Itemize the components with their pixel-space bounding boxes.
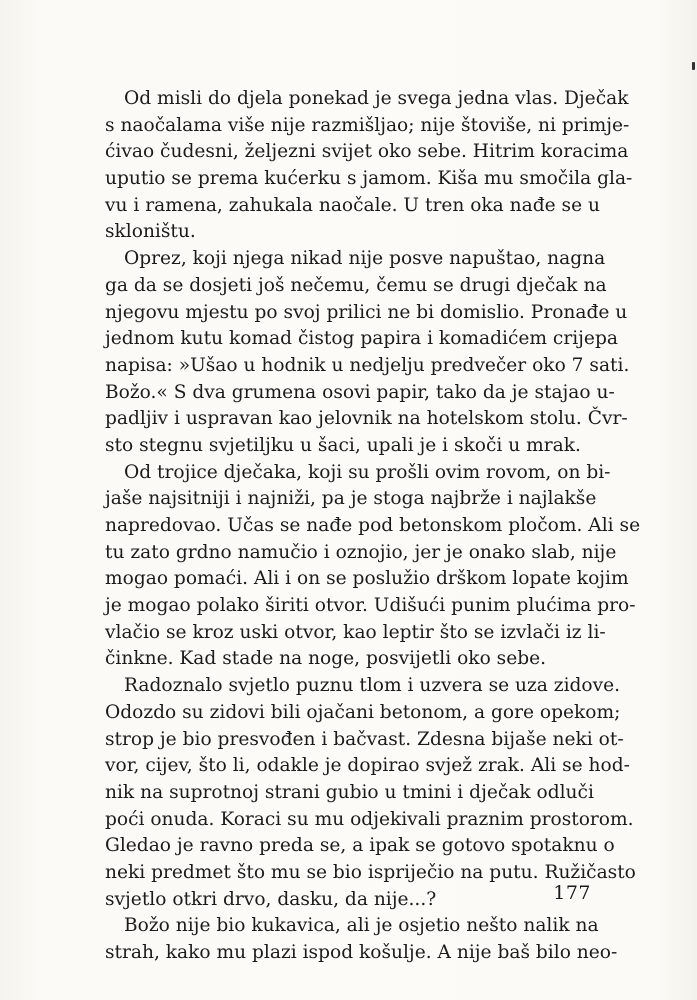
- text-line: je mogao polako širiti otvor. Udišući punim plućima pro-: [105, 595, 636, 617]
- text-line: mogao pomaći. Ali i on se poslužio drškom lopate kojim: [105, 568, 629, 590]
- text-line: strop je bio presvođen i bačvast. Zdesna bijaše neki ot-: [105, 728, 624, 750]
- text-line: napredovao. Učas se nađe pod betonskom pločom. Ali se: [105, 515, 641, 536]
- text-line: uputio se prema kućerku s jamom. Kiša mu smočila gla-: [105, 168, 633, 190]
- text-line: jaše najsitniji i najniži, pa je stoga najbrže i najlakše: [105, 488, 597, 510]
- text-line: jednom kutu komad čistog papira i komadićem crijepa: [105, 328, 618, 350]
- page-edge-mark: [692, 62, 695, 70]
- text-line: Oprez, koji njega nikad nije posve napuštao, nagna: [124, 248, 606, 270]
- text-line: padljiv i uspravan kao jelovnik na hotelskom stolu. Čvr-: [105, 408, 628, 430]
- text-line: njegovu mjestu po svoj prilici ne bi domislio. Pronađe u: [105, 301, 628, 323]
- text-line: Božo.« S dva grumena osovi papir, tako da je stajao u-: [105, 381, 615, 403]
- text-line: Od trojice dječaka, koji su prošli ovim rovom, on bi-: [124, 461, 611, 483]
- text-line: neki predmet što mu se bio ispriječio na putu. Ružičasto: [105, 861, 636, 883]
- body-text: [105, 86, 641, 967]
- text-line: napisa: »Ušao u hodnik u nedjelju predvečer oko 7 sati.: [105, 354, 630, 376]
- page-number: 177: [553, 882, 591, 904]
- text-line: Odozdo su zidovi bili ojačani betonom, a gore opekom;: [105, 701, 621, 723]
- text-line: Božo nije bio kukavica, ali je osjetio nešto nalik na: [124, 915, 599, 937]
- text-line: sto stegnu svjetiljku u šaci, upali je i skoči u mrak.: [105, 434, 581, 456]
- text-line: Od misli do djela ponekad je svega jedna vlas. Dječak: [124, 88, 629, 109]
- text-line: svjetlo otkri drvo, dasku, da nije...?: [105, 888, 437, 910]
- text-line: ga da se dosjeti još nečemu, čemu se drugi dječak na: [105, 274, 607, 296]
- text-line: vlačio se kroz uski otvor, kao leptir što se izvlači iz li-: [105, 621, 606, 643]
- text-line: tu zato grdno namučio i oznojio, jer je onako slab, nije: [105, 541, 617, 563]
- text-line: skloništu.: [105, 221, 196, 243]
- text-line: vu i ramena, zahukala naočale. U tren oka nađe se u: [105, 194, 600, 216]
- text-line: nik na suprotnoj strani gubio u tmini i dječak odluči: [105, 781, 594, 803]
- text-line: činkne. Kad stade na noge, posvijetli oko sebe.: [105, 648, 547, 670]
- text-line: Gledao je ravno preda se, a ipak se gotovo spotaknu o: [105, 835, 615, 857]
- text-line: s naočalama više nije razmišljao; nije štoviše, ni primje-: [105, 114, 630, 136]
- text-line: ćivao čudesni, željezni svijet oko sebe. Hitrim koracima: [105, 141, 629, 163]
- text-line: vor, cijev, što li, odakle je dopirao svjež zrak. Ali se hod-: [105, 755, 630, 777]
- text-line: Radoznalo svjetlo puznu tlom i uzvera se uza zidove.: [124, 675, 621, 697]
- text-line: poći onuda. Koraci su mu odjekivali praznim prostorom.: [105, 808, 634, 830]
- text-line: strah, kako mu plazi ispod košulje. A nije baš bilo neo-: [105, 942, 618, 963]
